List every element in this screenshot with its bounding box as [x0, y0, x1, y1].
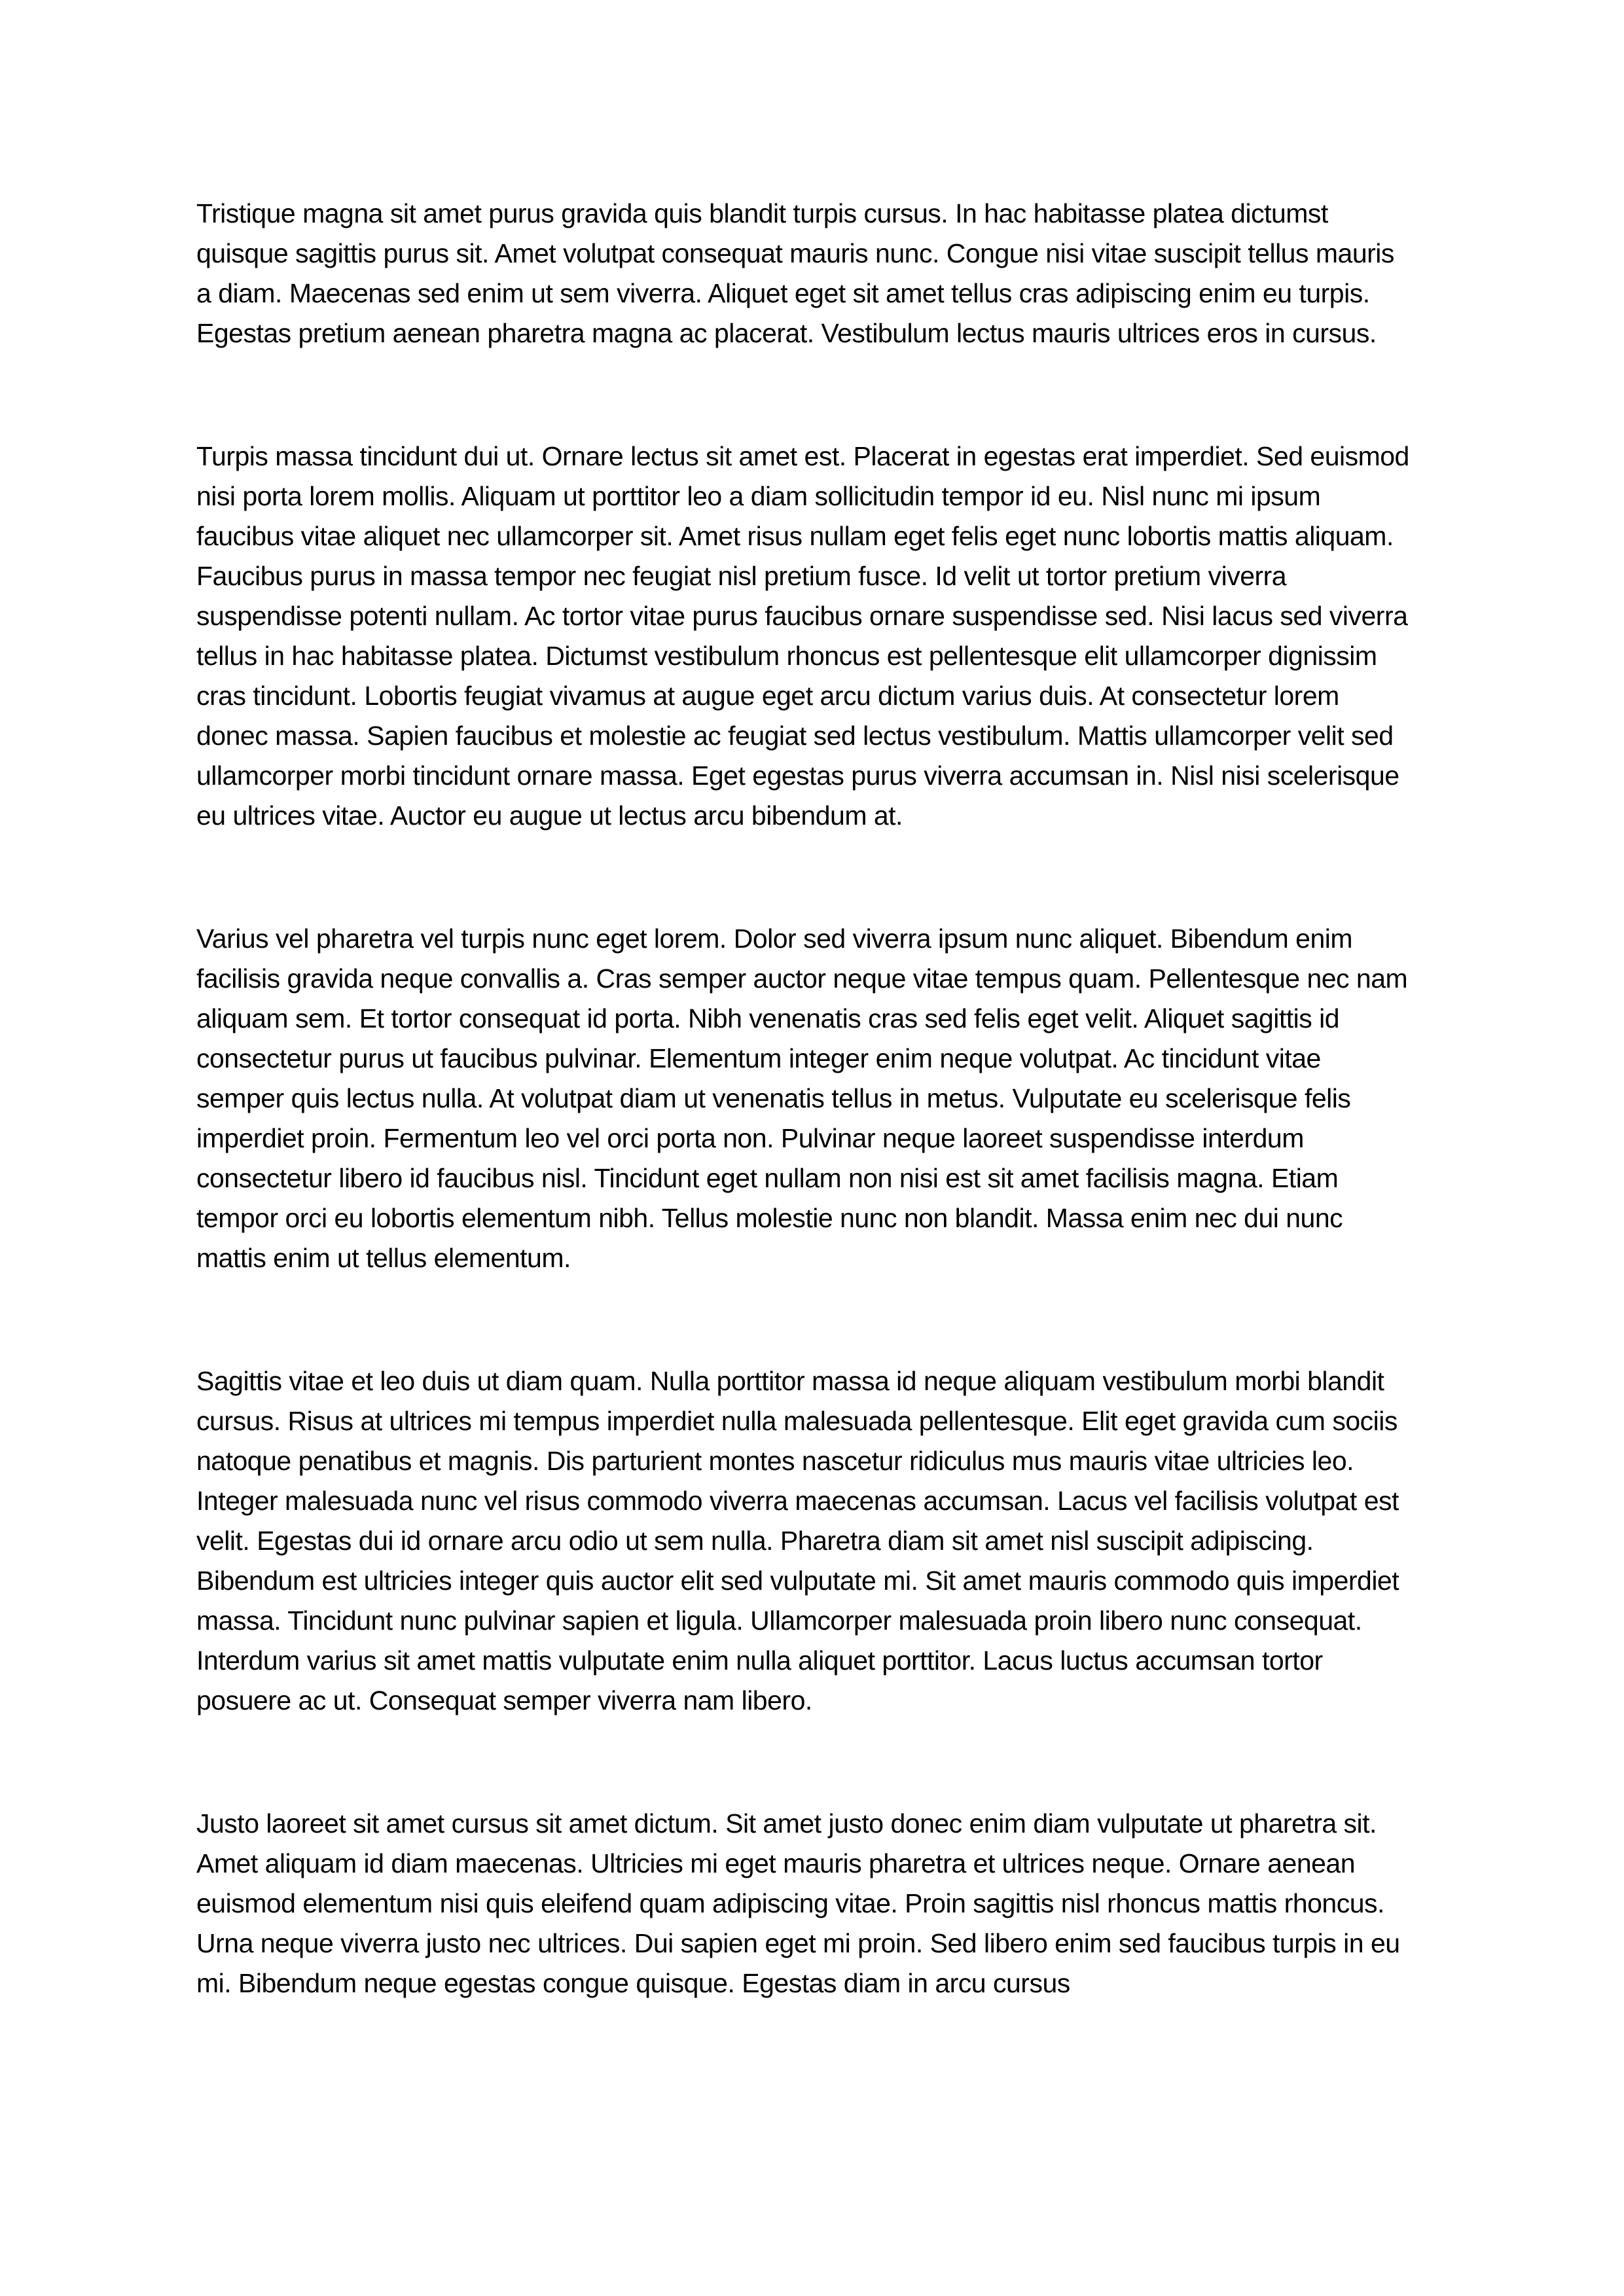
- paragraph-1: Tristique magna sit amet purus gravida quis blandit turpis cursus. In hac habitasse platea dictumst quisque sagittis purus sit. Amet volutpat consequat mauris nunc. Congue nisi vitae suscipit tellus mauris a diam. Maecenas sed enim ut sem viverra. Aliquet eget sit amet tellus cras adipiscing enim eu turpis. Egestas pretium aenean pharetra magna ac placerat. Vestibulum lectus mauris ultrices eros in cursus.: [196, 198, 1394, 348]
- paragraph-3: Varius vel pharetra vel turpis nunc eget lorem. Dolor sed viverra ipsum nunc aliquet. Bibendum enim facilisis gravida neque convallis a. Cras semper auctor neque vitae tempus quam. Pellentesque nec nam aliquam sem. Et tortor consequat id porta. Nibh venenatis cras sed felis eget velit. Aliquet sagittis id consectetur purus ut faucibus pulvinar. Elementum integer enim neque volutpat. Ac tincidunt vitae semper quis lectus nulla. At volutpat diam ut venenatis tellus in metus. Vulputate eu scelerisque felis imperdiet proin. Fermentum leo vel orci porta non. Pulvinar neque laoreet suspendisse interdum consectetur libero id faucibus nisl. Tincidunt eget nullam non nisi est sit amet facilisis magna. Etiam tempor orci eu lobortis elementum nibh. Tellus molestie nunc non blandit. Massa enim nec dui nunc mattis enim ut tellus elementum.: [196, 924, 1408, 1273]
- paragraph-5: Justo laoreet sit amet cursus sit amet dictum. Sit amet justo donec enim diam vulputate ut pharetra sit. Amet aliquam id diam maecenas. Ultricies mi eget mauris pharetra et ultrices neque. Ornare aenean euismod elementum nisi quis eleifend quam adipiscing vitae. Proin sagittis nisl rhoncus mattis rhoncus. Urna neque viverra justo nec ultrices. Dui sapien eget mi proin. Sed libero enim sed faucibus turpis in eu mi. Bibendum neque egestas congue quisque. Egestas diam in arcu cursus: [196, 1808, 1400, 1998]
- paragraph-4: Sagittis vitae et leo duis ut diam quam. Nulla porttitor massa id neque aliquam vestibulum morbi blandit cursus. Risus at ultrices mi tempus imperdiet nulla malesuada pellentesque. Elit eget gravida cum sociis natoque penatibus et magnis. Dis parturient montes nascetur ridiculus mus mauris vitae ultricies leo. Integer malesuada nunc vel risus commodo viverra maecenas accumsan. Lacus vel facilisis volutpat est velit. Egestas dui id ornare arcu odio ut sem nulla. Pharetra diam sit amet nisl suscipit adipiscing. Bibendum est ultricies integer quis auctor elit sed vulputate mi. Sit amet mauris commodo quis imperdiet massa. Tincidunt nunc pulvinar sapien et ligula. Ullamcorper malesuada proin libero nunc consequat. Interdum varius sit amet mattis vulputate enim nulla aliquet porttitor. Lacus luctus accumsan tortor posuere ac ut. Consequat semper viverra nam libero.: [196, 1366, 1399, 1715]
- paragraph-2: Turpis massa tincidunt dui ut. Ornare lectus sit amet est. Placerat in egestas erat imperdiet. Sed euismod nisi porta lorem mollis. Aliquam ut porttitor leo a diam sollicitudin tempor id eu. Nisl nunc mi ipsum faucibus vitae aliquet nec ullamcorper sit. Amet risus nullam eget felis eget nunc lobortis mattis aliquam. Faucibus purus in massa tempor nec feugiat nisl pretium fusce. Id velit ut tortor pretium viverra suspendisse potenti nullam. Ac tortor vitae purus faucibus ornare suspendisse sed. Nisi lacus sed viverra tellus in hac habitasse platea. Dictumst vestibulum rhoncus est pellentesque elit ullamcorper dignissim cras tincidunt. Lobortis feugiat vivamus at augue eget arcu dictum varius duis. At consectetur lorem donec massa. Sapien faucibus et molestie ac feugiat sed lectus vestibulum. Mattis ullamcorper velit sed ullamcorper morbi tincidunt ornare massa. Eget egestas purus viverra accumsan in. Nisl nisi scelerisque eu ultrices vitae. Auctor eu augue ut lectus arcu bibendum at.: [196, 441, 1409, 831]
